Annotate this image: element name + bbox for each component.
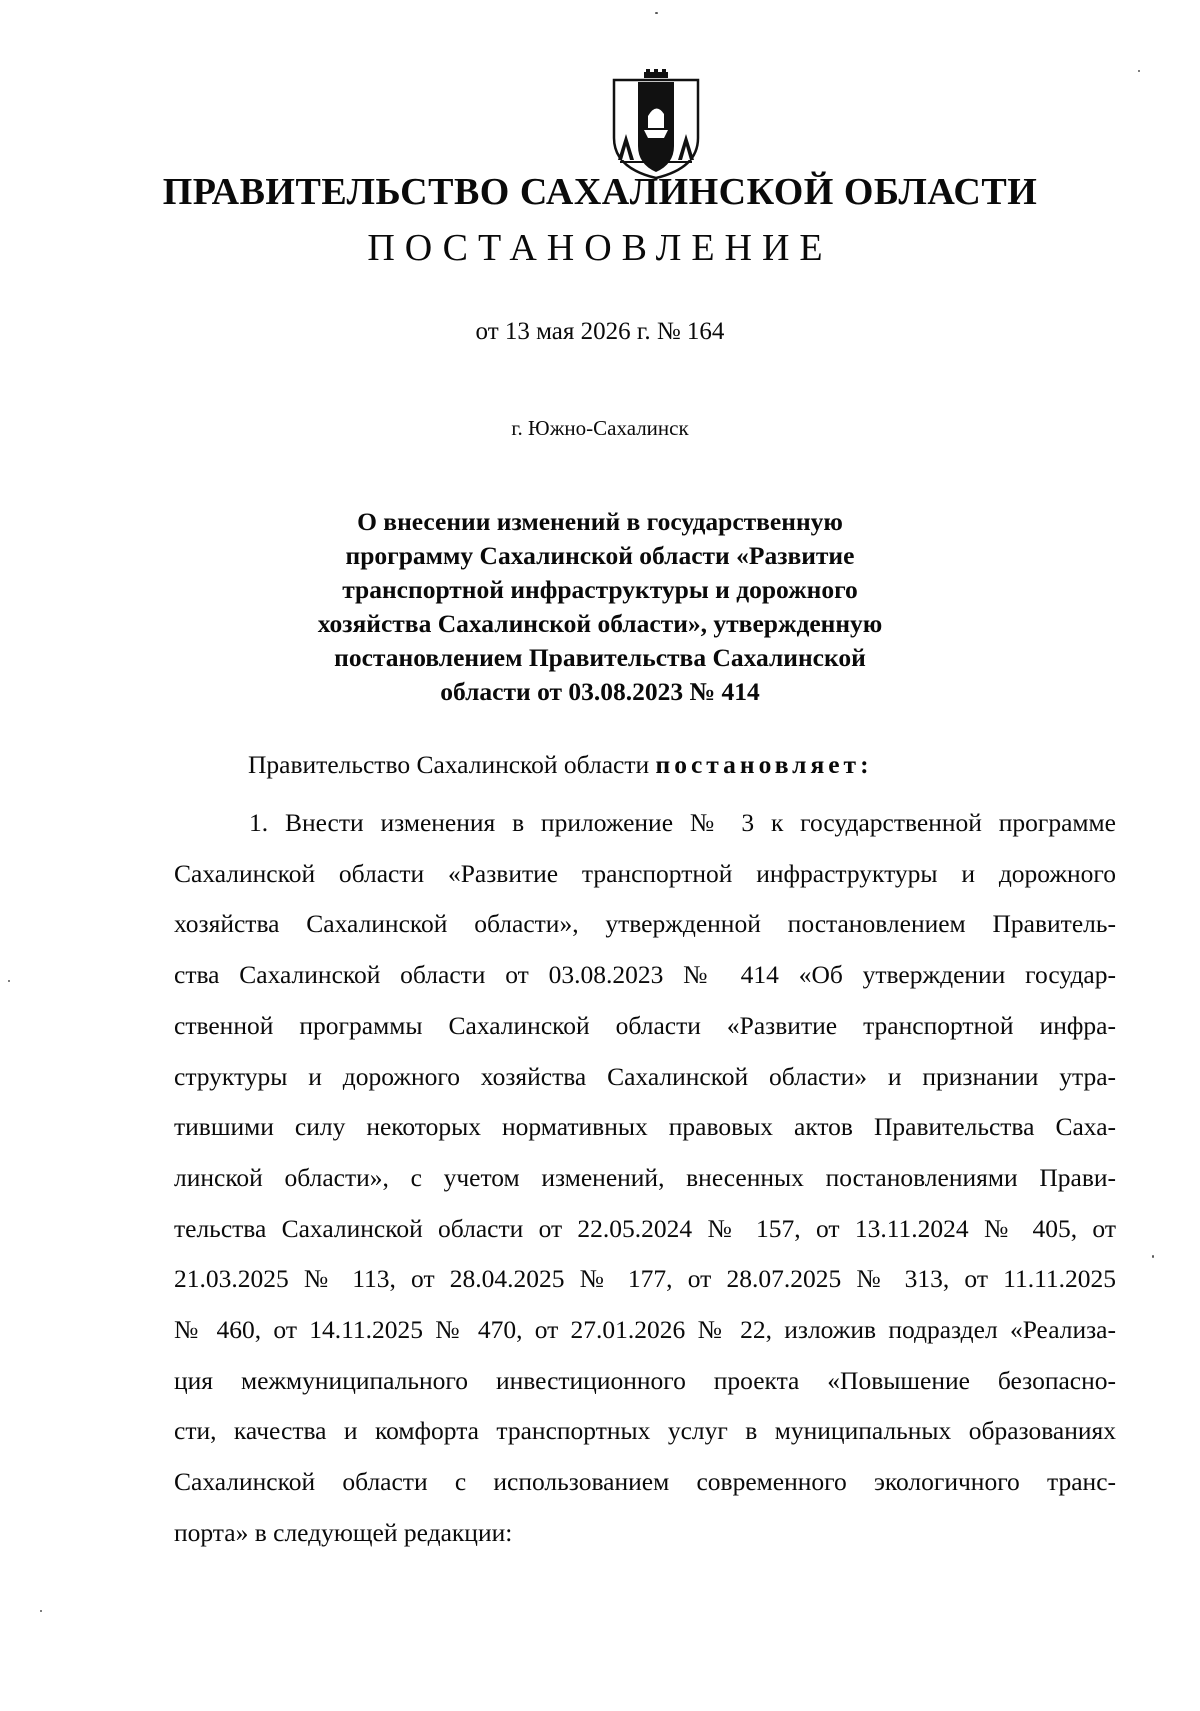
body-line: структуры и дорожного хозяйства Сахалинской области» и признании утра- [174, 1061, 1116, 1091]
body-line: линской области», с учетом изменений, внесенных постановлениями Прави- [174, 1162, 1116, 1192]
body-line: тельства Сахалинской области от 22.05.2024 № 157, от 13.11.2024 № 405, от [174, 1213, 1116, 1243]
organization-title: ПРАВИТЕЛЬСТВО САХАЛИНСКОЙ ОБЛАСТИ [162, 171, 1038, 213]
body-line: порта» в следующей редакции: [174, 1517, 513, 1547]
body-line: 1. Внести изменения в приложение № 3 к государственной программе [249, 808, 1116, 837]
body-line: хозяйства Сахалинской области», утвержденной постановлением Правитель- [174, 909, 1116, 939]
body-line: ственной программы Сахалинской области «Развитие транспортной инфра- [174, 1010, 1116, 1040]
body-line: ция межмуниципального инвестиционного проекта «Повышение безопасно- [174, 1365, 1116, 1395]
subject-line: О внесении изменений в государственную [357, 507, 843, 536]
subject-line: области от 03.08.2023 № 414 [440, 677, 760, 706]
body-line: Сахалинской области с использованием современного экологичного транс- [174, 1467, 1116, 1497]
body-line: № 460, от 14.11.2025 № 470, от 27.01.2026 № 22, изложив подраздел «Реализа- [174, 1315, 1116, 1345]
scan-speck [1138, 70, 1140, 72]
document-city: г. Южно-Сахалинск [511, 416, 689, 440]
document-date-number: от 13 мая 2026 г. № 164 [475, 318, 725, 345]
subject-line: транспортной инфраструктуры и дорожного [342, 575, 858, 604]
document-subject [300, 505, 900, 709]
body-line: тившими силу некоторых нормативных правовых актов Правительства Саха- [174, 1112, 1116, 1142]
scan-speck [8, 980, 10, 982]
scan-speck [40, 1610, 42, 1612]
body-line: Сахалинской области «Развитие транспортной инфраструктуры и дорожного [174, 858, 1116, 888]
preamble-prefix: Правительство Сахалинской области [248, 750, 656, 779]
scan-speck [655, 12, 658, 14]
preamble-resolves: постановляет: [655, 750, 873, 779]
scan-speck [1152, 1255, 1154, 1258]
preamble [248, 750, 873, 780]
subject-line: программу Сахалинской области «Развитие [345, 541, 855, 570]
subject-line: постановлением Правительства Сахалинской [334, 643, 866, 672]
document-type: ПОСТАНОВЛЕНИЕ [367, 227, 833, 269]
body-line: ства Сахалинской области от 03.08.2023 № 414 «Об утверждении государ- [174, 960, 1116, 990]
body-line: сти, качества и комфорта транспортных услуг в муниципальных образованиях [174, 1416, 1116, 1446]
body-line: 21.03.2025 № 113, от 28.04.2025 № 177, от 28.07.2025 № 313, от 11.11.2025 [174, 1264, 1116, 1294]
subject-line: хозяйства Сахалинской области», утвержденную [317, 609, 883, 638]
sakhalin-coat-of-arms-icon [608, 68, 704, 180]
body-paragraph [174, 798, 1116, 1559]
